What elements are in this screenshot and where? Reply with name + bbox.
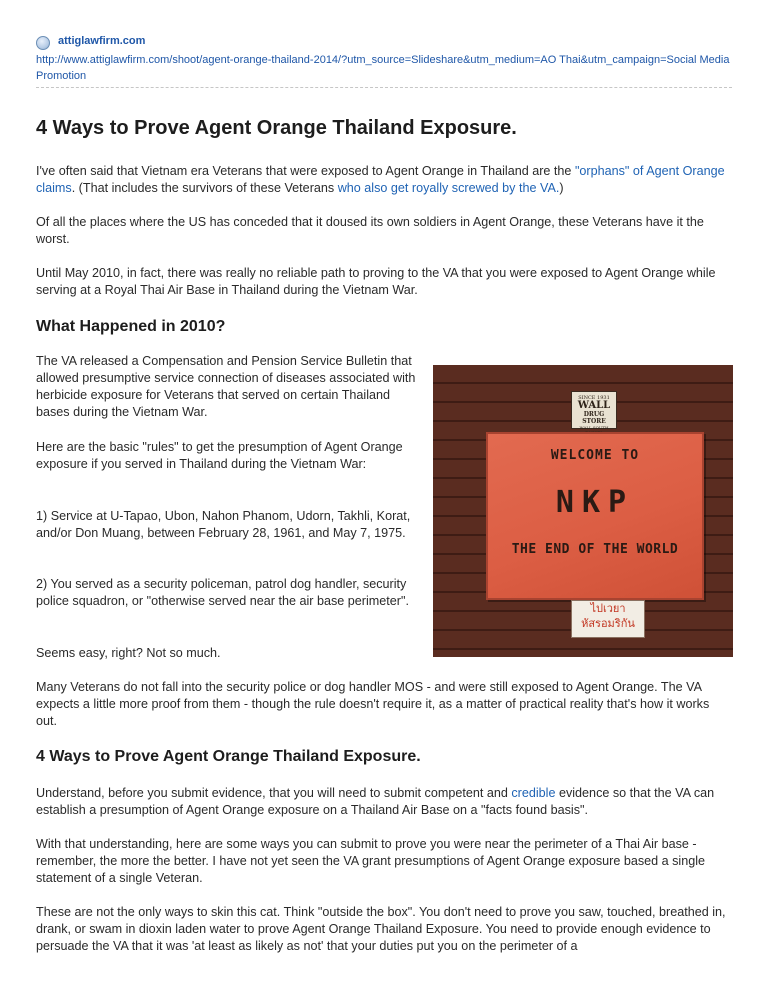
wall-sign-sub: DRUG STORE: [582, 411, 606, 425]
wall-sign-name: WALL: [577, 400, 611, 411]
paragraph-worst: Of all the places where the US has conceded that it doused its own soldiers in Agent Orange, these Veterans have it the worst.: [36, 215, 704, 246]
understand-text-b: evidence so that the VA can establish a presumption of Agent Orange exposure on a Thailand Air Base on a "facts found basis".: [36, 786, 715, 817]
paragraph-rules: Here are the basic "rules" to get the presumption of Agent Orange exposure if you served in Thailand during the Vietnam War:: [36, 440, 403, 471]
wall-sign-place: WALL SOUTH: [579, 425, 609, 430]
paragraph-skin-cat: These are not the only ways to skin this cat. Think "outside the box". You don't need to prove you saw, touched, breathed in, drank, or swam in dioxin laden water to prove Agent Orange Thailand Exposure. You need to provide enough evidence to persuade the VA that it was 'at least as likely as not' that your duties put you on the perimeter of a: [36, 905, 726, 953]
paragraph-with-understanding: With that understanding, here are some ways you can submit to prove you were near the perimeter of a Thai Air base - remember, the more the better. I have not yet seen the VA grant presumptions of Agent Orange exposure based a single statement of a single Veteran.: [36, 837, 706, 885]
thai-sign-line-1: ไปเวยา: [590, 602, 626, 615]
paragraph-until-2010: Until May 2010, in fact, there was really no reliable path to proving to the VA that you were exposed to Agent Orange while serving at a Royal Thai Air Base in Thailand during the Vietnam War.: [36, 266, 716, 297]
intro-text-a: I've often said that Vietnam era Veterans that were exposed to Agent Orange in Thailand are the: [36, 164, 575, 178]
paragraph-bulletin: The VA released a Compensation and Pension Service Bulletin that allowed presumptive service connection of diseases associated with herbicide exposure for Veterans that served on certain Thailand bases during the Vietnam War.: [36, 354, 416, 419]
orphans-link[interactable]: "orphans" of Agent Orange claims: [36, 164, 725, 195]
credible-link[interactable]: credible: [511, 786, 556, 800]
paragraph-rule-2: 2) You served as a security policeman, patrol dog handler, security police squadron, or "otherwise served near the air base perimeter".: [36, 577, 409, 608]
intro-text-c: ): [559, 181, 564, 195]
nkp-sign-photo: [433, 365, 733, 657]
paragraph-understand: [36, 785, 736, 819]
understand-text-a: Understand, before you submit evidence, that you will need to submit competent and: [36, 786, 512, 800]
welcome-nkp-sign: [486, 432, 704, 600]
source-url-link[interactable]: http://www.attiglawfirm.com/shoot/agent-orange-thailand-2014/?utm_source=Slideshare&utm_medium=AO Thai&utm_campaign=Social Media Promotion: [36, 54, 730, 82]
intro-text-b: . (That includes the survivors of these Veterans: [71, 181, 338, 195]
paragraph-seems-easy: Seems easy, right? Not so much.: [36, 646, 221, 660]
article-title: 4 Ways to Prove Agent Orange Thailand Exposure.: [36, 117, 517, 139]
royally-screwed-link[interactable]: who also get royally screwed by the VA.: [337, 181, 560, 195]
paragraph-many-veterans: Many Veterans do not fall into the security police or dog handler MOS - and were still exposed to Agent Orange. The VA expects a little more proof from them - though the rule doesn't require it, as a matter of practical reality that's how it works out.: [36, 680, 710, 728]
globe-icon: [36, 36, 50, 50]
thai-sign-line-2: หัสรอมริกัน: [581, 617, 635, 630]
sign-nkp: NKP: [555, 485, 635, 520]
source-domain-link[interactable]: attiglawfirm.com: [58, 35, 146, 47]
thai-sign: [571, 600, 645, 638]
paragraph-rule-1: 1) Service at U-Tapao, Ubon, Nahon Phanom, Udorn, Takhli, Korat, and/or Don Muang, between February 28, 1961, and May 7, 1975.: [36, 509, 411, 540]
paragraph-intro: [36, 163, 732, 197]
wall-sign-top: SINCE 1931: [578, 395, 610, 401]
sign-welcome: WELCOME TO: [550, 448, 640, 463]
wall-drug-sign: [571, 391, 617, 429]
header-divider: [36, 87, 732, 88]
heading-what-happened: What Happened in 2010?: [36, 318, 226, 335]
heading-4-ways: 4 Ways to Prove Agent Orange Thailand Exposure.: [36, 748, 421, 765]
sign-end-of-world: THE END OF THE WORLD: [511, 542, 679, 557]
